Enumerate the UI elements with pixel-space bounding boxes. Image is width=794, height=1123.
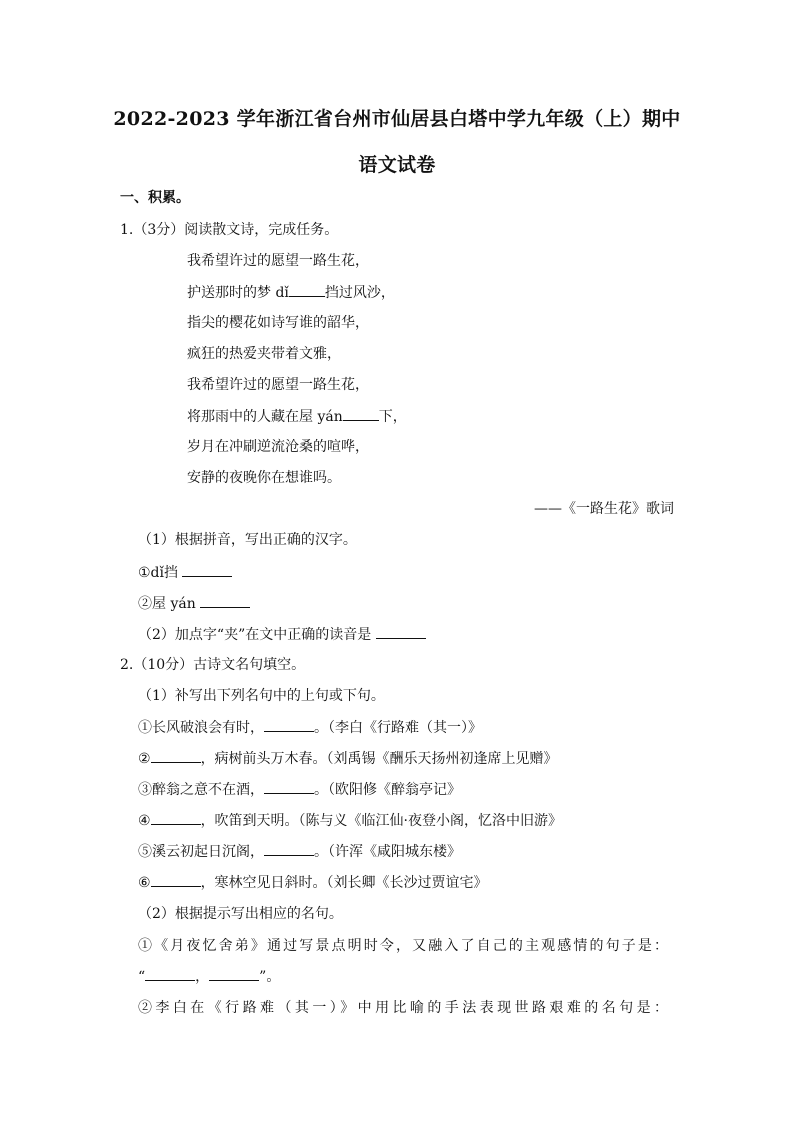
answer-separator: ， [195,969,210,985]
answer-blank-sub1-b[interactable] [200,593,250,608]
q1-sub1-b-label: ②屋 yán [138,596,196,612]
exam-title-line2: 语文试卷 [358,154,436,176]
open-quote: “ [138,969,146,985]
answer-blank-yan[interactable] [343,406,379,421]
q1-sub1-a [138,562,232,583]
q2-item-6 [138,872,488,893]
q2-item-2-pre: ② [138,751,151,767]
q2-item-4-post: ，吹笛到天明。（陈与义《临江仙·夜登小阁，忆洛中旧游》 [200,813,563,829]
poem-line-5: 我希望许过的愿望一路生花， [187,377,369,393]
q1-sub1-b [138,593,250,614]
q2-item-1-post: 。（李白《行路难（其一）》 [314,720,482,736]
q2-item-2 [138,748,558,769]
answer-blank-sub1-a[interactable] [182,562,232,577]
q1-sub2-label: （2）加点字“夹”在文中正确的读音是 [138,627,372,643]
q2-item-1-pre: ①长风破浪会有时， [138,720,264,736]
q2-item-3 [138,779,461,800]
q1-sub1-a-label: ①dǐ挡 [138,565,178,581]
close-quote: ”。 [259,969,281,985]
answer-blank-p1-a[interactable] [145,966,195,981]
answer-blank-q2-5[interactable] [264,841,314,856]
q2-item-5 [138,841,461,862]
answer-blank-p1-b[interactable] [209,966,259,981]
q2-header: 2.（10分）古诗文名句填空。 [120,657,306,673]
answer-blank-q2-4[interactable] [151,810,201,825]
poem-line-2 [187,282,395,303]
poem-line-7: 岁月在冲刷逆流沧桑的喧哗， [187,439,369,455]
poem-line-1: 我希望许过的愿望一路生花， [187,253,369,269]
poem-line-6-part2: 下， [378,409,407,425]
q2-item-3-pre: ③醉翁之意不在酒， [138,782,264,798]
poem-line-2-part2: 挡过风沙， [324,285,395,301]
q2-prompt-1-answer [138,966,280,987]
q2-item-5-pre: ⑤溪云初起日沉阁， [138,844,264,860]
q2-sub1: （1）补写出下列名句中的上句或下句。 [138,688,385,704]
q1-header: 1.（3分）阅读散文诗，完成任务。 [120,222,339,238]
q1-sub2 [138,624,426,645]
q2-item-5-post: 。（许浑《咸阳城东楼》 [314,844,461,860]
q2-prompt-1: ①《月夜忆舍弟》通过写景点明时令，又融入了自己的主观感情的句子是： [138,938,668,954]
q2-item-6-post: ，寒林空见日斜时。（刘长卿《长沙过贾谊宅》 [200,875,488,891]
poem-line-2-part1: 护送那时的梦 dǐ [187,285,289,301]
poem-line-6 [187,406,407,427]
q2-item-6-pre: ⑥ [138,875,151,891]
poem-line-6-part1: 将那雨中的人藏在屋 yán [187,409,343,425]
poem-line-3: 指尖的樱花如诗写谁的韶华， [187,315,369,331]
answer-blank-q2-6[interactable] [151,872,201,887]
poem-line-4: 疯狂的热爱夹带着文雅， [187,346,341,362]
answer-blank-q2-3[interactable] [264,779,314,794]
section-heading-accumulation: 一、积累。 [120,190,190,206]
exam-title-line1: 2022-2023 学年浙江省台州市仙居县白塔中学九年级（上）期中 [113,108,681,130]
answer-blank-q2-1[interactable] [264,717,314,732]
answer-blank-q2-2[interactable] [151,748,201,763]
answer-blank-sub2[interactable] [376,624,426,639]
q2-item-1 [138,717,482,738]
answer-blank-di[interactable] [289,282,325,297]
q1-sub1: （1）根据拼音，写出正确的汉字。 [138,532,357,548]
q2-item-4-pre: ④ [138,813,151,829]
q2-item-3-post: 。（欧阳修《醉翁亭记》 [314,782,461,798]
q2-prompt-2: ②李白在《行路难（其一）》中用比喻的手法表现世路艰难的名句是： [138,1000,668,1016]
poem-line-8: 安静的夜晚你在想谁吗。 [187,470,341,486]
q2-sub2: （2）根据提示写出相应的名句。 [138,906,343,922]
poem-source: ——《一路生花》歌词 [534,501,674,517]
q2-item-4 [138,810,562,831]
q2-item-2-post: ，病树前头万木春。（刘禹锡《酬乐天扬州初逢席上见赠》 [200,751,558,767]
